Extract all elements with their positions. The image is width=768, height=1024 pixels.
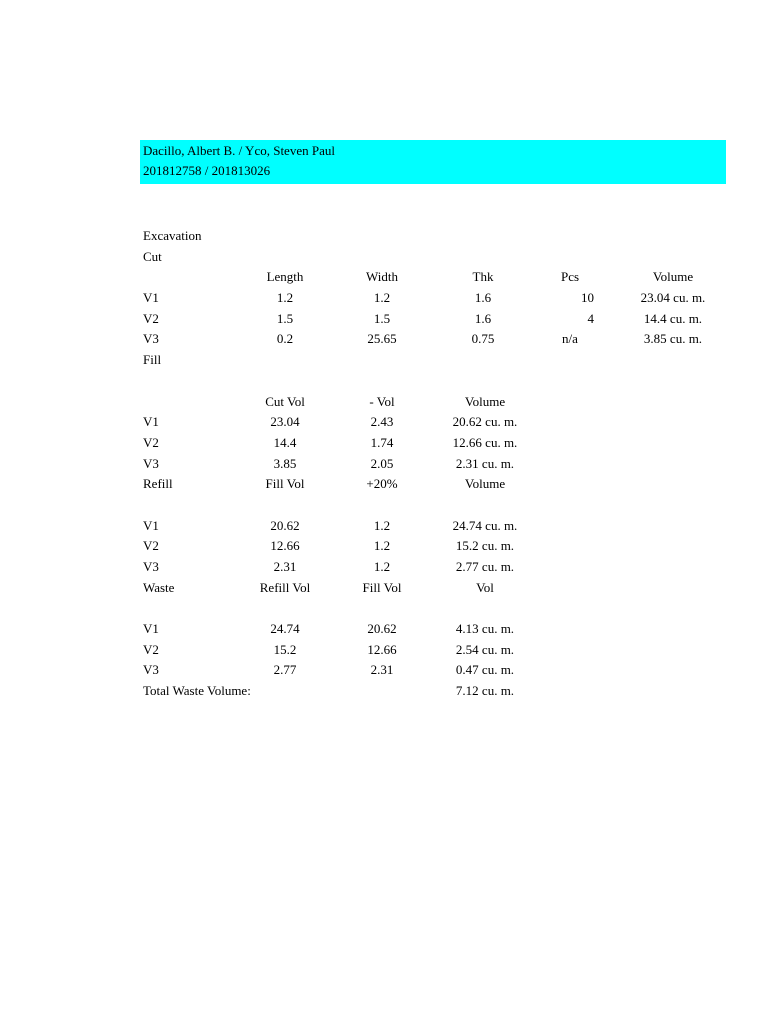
col-header-minus-vol: - Vol bbox=[369, 393, 395, 409]
factor-value: 1.2 bbox=[373, 559, 391, 574]
col-header-waste-fill-vol: Fill Vol bbox=[362, 579, 402, 595]
fill-vol-value: 20.62 bbox=[367, 621, 397, 637]
minus-vol-value: 1.74 bbox=[370, 434, 394, 450]
cut-vol-value: 14.4 bbox=[273, 434, 297, 450]
table-row bbox=[140, 329, 726, 350]
col-header-refill-vol: Refill Vol bbox=[259, 579, 311, 595]
cut-vol-value: 3.85 bbox=[273, 455, 297, 471]
table-row bbox=[140, 640, 726, 661]
col-header-length: Length bbox=[266, 269, 304, 285]
pcs-value: n/a bbox=[562, 331, 578, 347]
col-header-plus-20-percent: +20% bbox=[366, 476, 398, 492]
pcs-value: 4 bbox=[587, 310, 594, 326]
fill-volume-value: 12.66 cu. m. bbox=[452, 434, 518, 450]
total-waste-value: 7.12 cu. m. bbox=[455, 683, 515, 699]
minus-vol-value: 2.05 bbox=[370, 455, 394, 471]
table-row bbox=[140, 288, 726, 309]
refill-title: Refill bbox=[143, 476, 173, 492]
col-header-waste-vol: Vol bbox=[476, 579, 494, 595]
volume-value: 23.04 cu. m. bbox=[640, 290, 706, 306]
thk-value: 1.6 bbox=[474, 290, 492, 306]
cut-vol-value: 23.04 bbox=[270, 414, 300, 430]
col-header-cut-vol: Cut Vol bbox=[265, 393, 305, 409]
cut-header-row bbox=[140, 267, 726, 288]
length-value: 1.2 bbox=[276, 290, 294, 306]
col-header-fill-vol: Fill Vol bbox=[265, 476, 305, 492]
row-label: V3 bbox=[143, 559, 159, 574]
waste-vol-value: 2.54 cu. m. bbox=[455, 641, 515, 657]
excavation-title: Excavation bbox=[143, 228, 202, 243]
refill-volume-value: 24.74 cu. m. bbox=[452, 517, 518, 533]
refill-vol-value: 2.77 bbox=[273, 662, 297, 678]
row-label: V1 bbox=[143, 414, 159, 430]
blank-row bbox=[140, 371, 726, 392]
row-label: V3 bbox=[143, 662, 159, 678]
waste-vol-value: 4.13 cu. m. bbox=[455, 621, 515, 637]
fill-volume-value: 20.62 cu. m. bbox=[452, 414, 518, 430]
row-label: V1 bbox=[143, 621, 159, 637]
fill-title-row bbox=[140, 350, 726, 371]
volume-value: 3.85 cu. m. bbox=[643, 331, 703, 347]
col-header-fill-volume: Volume bbox=[464, 393, 506, 409]
table-row bbox=[140, 454, 726, 475]
width-value: 1.2 bbox=[373, 290, 391, 306]
fill-title: Fill bbox=[143, 352, 162, 368]
length-value: 0.2 bbox=[276, 331, 294, 347]
col-header-thk: Thk bbox=[472, 269, 494, 285]
table-row bbox=[140, 619, 726, 640]
total-waste-label: Total Waste Volume: bbox=[143, 683, 251, 699]
table-row bbox=[140, 660, 726, 681]
excavation-title-row bbox=[140, 226, 726, 247]
row-label: V2 bbox=[143, 538, 159, 554]
refill-vol-value: 15.2 bbox=[273, 641, 297, 657]
fill-vol-value: 12.66 bbox=[270, 538, 300, 554]
header-band bbox=[140, 140, 726, 184]
row-label: V2 bbox=[143, 434, 159, 450]
refill-header-row bbox=[140, 474, 726, 495]
blank-row bbox=[140, 598, 726, 619]
table-row bbox=[140, 412, 726, 433]
pcs-value: 10 bbox=[581, 290, 594, 306]
table-row bbox=[140, 433, 726, 454]
waste-title: Waste bbox=[143, 579, 175, 595]
fill-volume-value: 2.31 cu. m. bbox=[455, 455, 515, 471]
volume-value: 14.4 cu. m. bbox=[643, 310, 703, 326]
waste-vol-value: 0.47 cu. m. bbox=[455, 662, 515, 678]
fill-header-row bbox=[140, 392, 726, 413]
factor-value: 1.2 bbox=[373, 538, 391, 554]
length-value: 1.5 bbox=[276, 310, 294, 326]
table-row bbox=[140, 516, 726, 537]
fill-vol-value: 20.62 bbox=[270, 517, 300, 533]
refill-vol-value: 24.74 bbox=[270, 621, 300, 637]
thk-value: 0.75 bbox=[471, 331, 495, 347]
minus-vol-value: 2.43 bbox=[370, 414, 394, 430]
refill-volume-value: 15.2 cu. m. bbox=[455, 538, 515, 554]
cut-title: Cut bbox=[143, 248, 162, 264]
table-row bbox=[140, 557, 726, 578]
thk-value: 1.6 bbox=[474, 310, 492, 326]
factor-value: 1.2 bbox=[373, 517, 391, 533]
width-value: 25.65 bbox=[367, 331, 397, 347]
row-label: V3 bbox=[143, 455, 159, 471]
row-label: V1 bbox=[143, 290, 159, 306]
row-label: V1 bbox=[143, 517, 159, 533]
fill-vol-value: 2.31 bbox=[370, 662, 394, 678]
col-header-volume: Volume bbox=[652, 269, 694, 285]
total-waste-row bbox=[140, 681, 726, 702]
col-header-width: Width bbox=[366, 269, 398, 285]
row-label: V2 bbox=[143, 310, 159, 326]
row-label: V3 bbox=[143, 331, 159, 347]
waste-header-row bbox=[140, 578, 726, 599]
fill-vol-value: 12.66 bbox=[367, 641, 397, 657]
col-header-pcs: Pcs bbox=[560, 269, 580, 285]
fill-vol-value: 2.31 bbox=[273, 559, 297, 574]
row-label: V2 bbox=[143, 641, 159, 657]
student-names: Dacillo, Albert B. / Yco, Steven Paul bbox=[143, 143, 335, 158]
table-row bbox=[140, 536, 726, 557]
student-ids: 201812758 / 201813026 bbox=[143, 163, 271, 178]
cut-title-row bbox=[140, 247, 726, 268]
spreadsheet bbox=[140, 140, 726, 702]
width-value: 1.5 bbox=[373, 310, 391, 326]
table-row bbox=[140, 309, 726, 330]
blank-row bbox=[140, 495, 726, 516]
col-header-refill-volume: Volume bbox=[464, 476, 506, 492]
refill-volume-value: 2.77 cu. m. bbox=[455, 559, 515, 574]
spacer bbox=[140, 184, 726, 226]
